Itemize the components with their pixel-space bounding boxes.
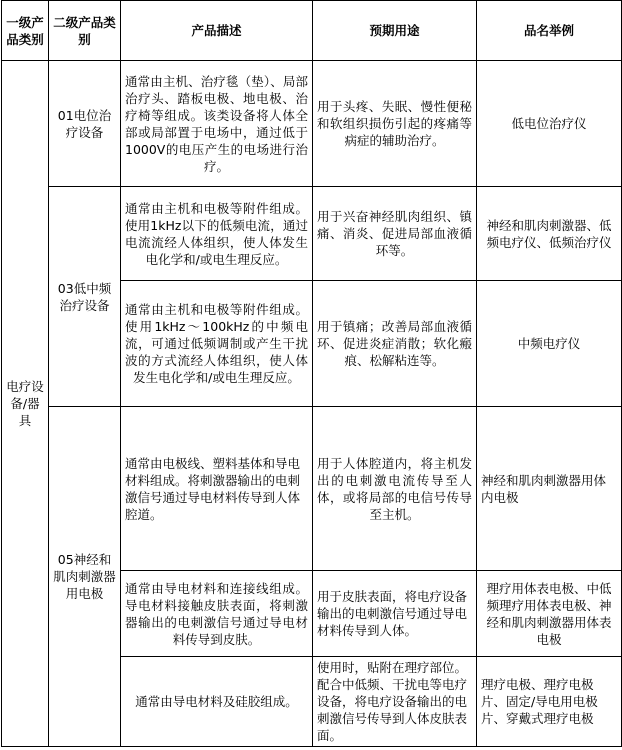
- table-row: [2, 61, 622, 187]
- header-product-description: 产品描述: [121, 1, 313, 61]
- examples-cell: 低电位治疗仪: [477, 61, 622, 187]
- table-row: [2, 407, 622, 571]
- header-level1-category: 一级产品类别: [2, 1, 49, 61]
- examples-cell: 中频电疗仪: [477, 281, 622, 407]
- description-cell: 通常由导电材料和连接线组成。导电材料接触皮肤表面，将刺激器输出的电刺激信号通过导电材料传导到皮肤。: [121, 571, 313, 657]
- level2-category-cell: 05神经和肌肉刺激器用电极: [49, 407, 121, 747]
- header-row: [2, 1, 622, 61]
- level2-category-cell: 01电位治疗设备: [49, 61, 121, 187]
- description-cell: 通常由主机和电极等附件组成。使用1kHz以下的低频电流，通过电流流经人体组织，使人体发生电化学和/或电生理反应。: [121, 187, 313, 281]
- header-intended-use: 预期用途: [313, 1, 477, 61]
- intended-use-cell: 用于兴奋神经肌肉组织、镇痛、消炎、促进局部血液循环等。: [313, 187, 477, 281]
- description-cell: 通常由电极线、塑料基体和导电材料组成。将刺激器输出的电刺激信号通过导电材料传导到人体腔道。: [121, 407, 313, 571]
- examples-cell: 神经和肌肉刺激器用体内电极: [477, 407, 622, 571]
- examples-cell: 理疗用体表电极、中低频理疗用体表电极、神经和肌肉刺激器用体表电极: [477, 571, 622, 657]
- description-cell: 通常由主机、治疗毯（垫）、局部治疗头、踏板电极、地电极、治疗椅等组成。该类设备将人体全部或局部置于电场中，通过低于1000V的电压产生的电场进行治疗。: [121, 61, 313, 187]
- examples-cell: 理疗电极、理疗电极片、固定/导电用电极片、穿戴式理疗电极: [477, 657, 622, 747]
- intended-use-cell: 用于人体腔道内，将主机发出的电刺激电流传导至人体，或将局部的电信号传导至主机。: [313, 407, 477, 571]
- level1-category-cell: 电疗设备/器具: [2, 61, 49, 747]
- header-product-examples: 品名举例: [477, 1, 622, 61]
- examples-cell: 神经和肌肉刺激器、低频电疗仪、低频治疗仪: [477, 187, 622, 281]
- intended-use-cell: 用于头疼、失眠、慢性便秘和软组织损伤引起的疼痛等病症的辅助治疗。: [313, 61, 477, 187]
- intended-use-cell: 用于皮肤表面，将电疗设备输出的电刺激信号通过导电材料传导到人体。: [313, 571, 477, 657]
- level2-category-cell: 03低中频治疗设备: [49, 187, 121, 407]
- product-classification-table: [1, 0, 622, 747]
- intended-use-cell: 使用时，贴附在理疗部位。配合中低频、干扰电等电疗设备，将电疗设备输出的电刺激信号传导到人体皮肤表面。: [313, 657, 477, 747]
- intended-use-cell: 用于镇痛；改善局部血液循环、促进炎症消散；软化瘢痕、松解粘连等。: [313, 281, 477, 407]
- description-cell: 通常由导电材料及硅胶组成。: [121, 657, 313, 747]
- description-cell: 通常由主机和电极等附件组成。使用1kHz～100kHz的中频电流，可通过低频调制或产生干扰波的方式流经人体组织，使人体发生电化学和/或电生理反应。: [121, 281, 313, 407]
- table-row: [2, 187, 622, 281]
- header-level2-category: 二级产品类别: [49, 1, 121, 61]
